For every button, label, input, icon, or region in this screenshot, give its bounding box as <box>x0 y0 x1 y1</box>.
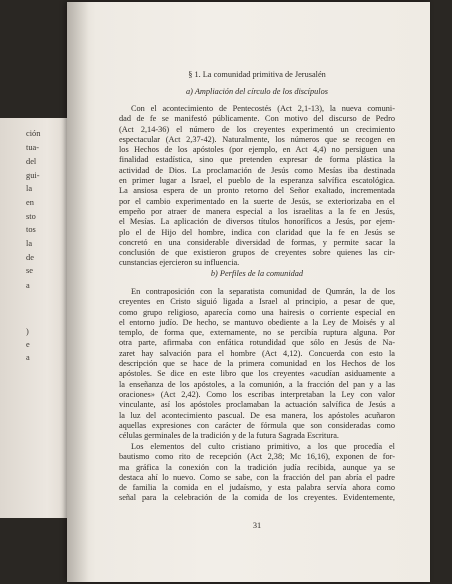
text-line: espectacular (Act 2,37-42). Naturalmente, los números que se recogen en <box>119 134 395 144</box>
left-page-fragment: a <box>26 281 30 290</box>
text-line: en primer lugar a Israel, el pueblo de la esperanza salvífica escatológica. <box>119 176 395 186</box>
text-line: concretó en una considerable diversidad de formas, y permite sacar la <box>119 237 395 247</box>
text-line: vinculante, así los apóstoles proclamaban la actuación salvífica de Jesús a <box>119 400 395 410</box>
text-line: bautismo como rito de recepción (Act 2,38; Mc 16,16), exponen de for- <box>119 452 395 462</box>
left-page-fragment: tos <box>26 225 36 234</box>
left-page-fragment: tua- <box>26 143 40 152</box>
subheading-a-text: a) Ampliación del círculo de los discípulos <box>186 87 328 96</box>
left-page-fragment: del <box>26 157 37 166</box>
text-line: células germinales de la tradición y de la futura Sagrada Escritura. <box>119 431 340 441</box>
left-page-fragment: a <box>26 353 30 362</box>
text-line: los Hechos de los apóstoles (por ejemplo, en Act 4,4) no persiguen una <box>119 145 395 155</box>
left-page-fragment: e <box>26 340 30 349</box>
text-line: apóstoles. Se dice en este libro que los creyentes «acudían asiduamente a <box>119 369 395 379</box>
text-line: actividad de Dios. La proclamación de Jesús como Mesías iba destinada <box>119 165 395 175</box>
text-line: plo el de Hijo del hombre, indica con claridad que la fe en Jesús se <box>119 227 395 237</box>
text-line: cunstancias ejercieron su influencia. <box>119 258 240 268</box>
text-line: la enseñanza de los apóstoles, a la comunión, a la fracción del pan y a las <box>119 379 395 389</box>
subheading-a <box>119 87 395 97</box>
text-line: Los elementos del culto cristiano primitivo, a los que procedía el <box>131 442 395 451</box>
paragraph-2 <box>119 287 395 441</box>
paragraph-3 <box>119 442 395 504</box>
text-line: oraciones» (Act 2,42). Como los escribas interpretaban la Ley con valor <box>119 389 395 399</box>
text-line: la luz del acontecimiento pascual. De esa manera, los apóstoles acuñaron <box>119 410 395 420</box>
text-line: por el cambio experimentado en la suerte de Jesús, se exteriorizaba en el <box>119 196 395 206</box>
text-line: zaret hay salvación para el hombre (Act 4,12). Concuerda con esto la <box>119 348 395 358</box>
text-line: La ansiosa espera de un pronto retorno del Señor exaltado, incrementada <box>119 186 395 196</box>
section-heading: § 1. La comunidad primitiva de Jerusalén <box>188 70 326 79</box>
left-page-fragment: ción <box>26 129 41 138</box>
subheading-b-text: b) Perfiles de la comunidad <box>210 269 304 278</box>
left-page-fragment: de <box>26 253 34 262</box>
text-line: Con el acontecimiento de Pentecostés (Act 2,1-13), la nueva comuni- <box>131 104 395 113</box>
text-line: aquellas expresiones con carácter de fórmula que son consideradas como <box>119 420 395 430</box>
left-page-fragment: ) <box>26 327 29 336</box>
left-page-fragment: se <box>26 266 33 275</box>
text-line: templo, de forma que, externamente, no se percibía ruptura alguna. Por <box>119 328 395 338</box>
subheading-b <box>119 269 395 279</box>
left-page-fragment: sto <box>26 212 36 221</box>
left-page-fragment: gui- <box>26 171 40 180</box>
left-page-fragment: en <box>26 198 34 207</box>
text-line: de familia la comida en el judaísmo, y esta palabra servía ahora como <box>119 483 395 493</box>
text-line: (Act 2,14-36) el número de los creyentes experimentó un crecimiento <box>119 124 395 134</box>
page-number: 31 <box>252 521 262 530</box>
left-page-fragment: la <box>26 239 33 248</box>
paragraph-1 <box>119 104 395 269</box>
page-gutter-shadow <box>67 2 89 582</box>
text-line: el Mesías. La aplicación de diversos títulos honoríficos a Jesús, por ejem- <box>119 217 395 227</box>
text-line: destaca ahí lo nuevo. Como se sabe, con la fracción del pan abría el padre <box>119 472 395 482</box>
text-line: descripción que se hace de la primera comunidad en los Hechos de los <box>119 359 395 369</box>
text-line: dad de fe se manifestó públicamente. Con motivo del discurso de Pedro <box>119 114 395 124</box>
left-page-fragment: la <box>26 184 33 193</box>
text-line: otra parte, afirmaba con enfática rotundidad que sólo en Jesús de Na- <box>119 338 395 348</box>
text-line: conclusión de que existieron grupos de creyentes sobre quienes las cir- <box>119 248 395 258</box>
text-line: ma gráfica la conexión con la tradición judía recibida, aunque ya se <box>119 462 395 472</box>
text-line: empeño por atraer de manera especial a los israelitas a la fe en Jesús, <box>119 206 395 216</box>
text-line: creyentes en Cristo siguió ligada a Israel al principio, a pesar de que, <box>119 297 395 307</box>
text-line: señal para la celebración de la comida de los creyentes. Evidentemente, <box>119 493 395 503</box>
text-line: como grupo religioso, aparecía como una hairesis o corriente especial en <box>119 307 395 317</box>
text-line: finalidad estadística, sino que pretenden expresar de forma plástica la <box>119 155 395 165</box>
text-line: En contraposición con la separatista comunidad de Qumrán, la de los <box>131 287 395 296</box>
text-line: el entorno judío. De hecho, se mantuvo obediente a la Ley de Moisés y al <box>119 317 395 327</box>
